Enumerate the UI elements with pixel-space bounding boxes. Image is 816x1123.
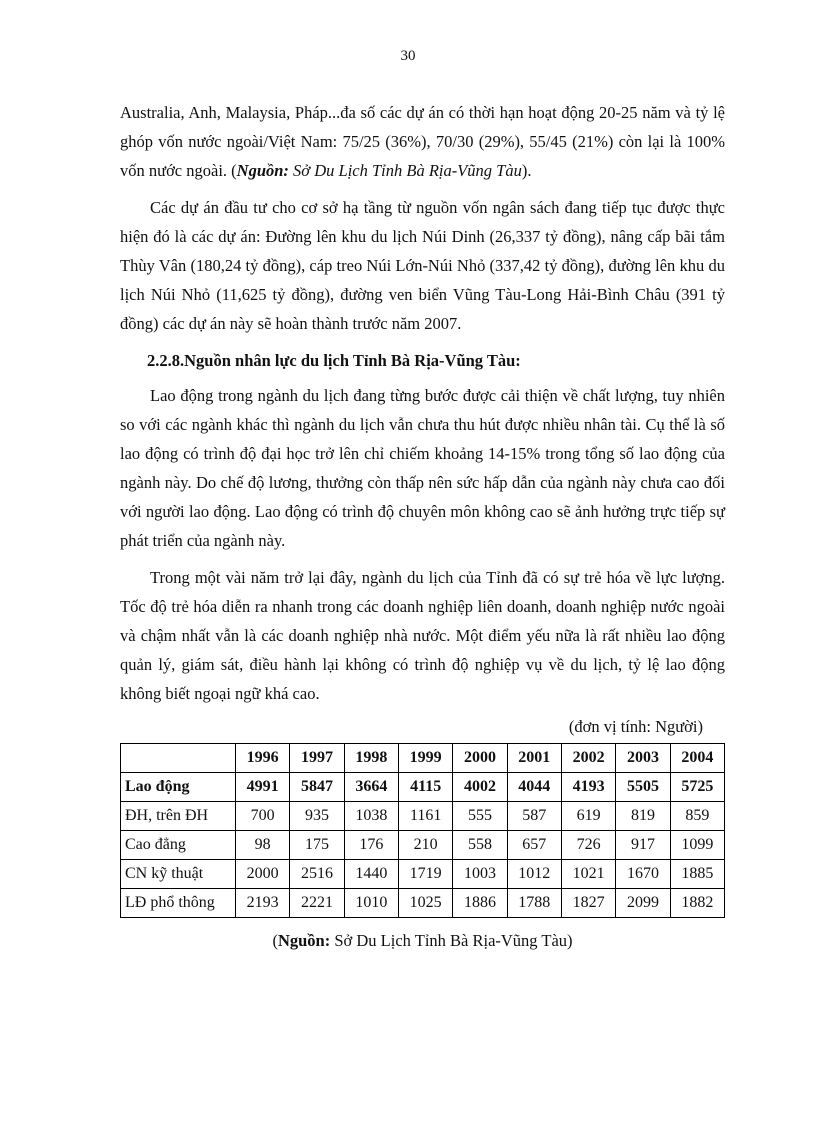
table-row-technical xyxy=(121,860,725,889)
section-heading: 2.2.8.Nguồn nhân lực du lịch Tỉnh Bà Rịa-Vũng Tàu: xyxy=(147,351,521,370)
row-label: ĐH, trên ĐH xyxy=(121,802,236,831)
document-body xyxy=(120,98,725,955)
table-cell: 2221 xyxy=(290,889,344,918)
year-header: 1997 xyxy=(290,744,344,773)
paragraph-text: Australia, Anh, Malaysia, Pháp...đa số các dự án có thời hạn hoạt động 20-25 năm và tỷ lệ ghóp vốn nước ngoài/Việt Nam: 75/25 (36%), 70/30 (29%), 55/45 (21%) còn lại là 100% vốn nước ngoài. ( xyxy=(120,103,725,180)
table-cell: 587 xyxy=(507,802,561,831)
table-cell: 5505 xyxy=(616,773,670,802)
table-cell: 176 xyxy=(344,831,398,860)
table-cell: 1012 xyxy=(507,860,561,889)
table-cell: 1719 xyxy=(398,860,452,889)
table-cell: 555 xyxy=(453,802,507,831)
row-label: Lao động xyxy=(121,773,236,802)
table-cell: 1670 xyxy=(616,860,670,889)
table-corner-cell xyxy=(121,744,236,773)
year-header: 1996 xyxy=(236,744,290,773)
paragraph-tail: ). xyxy=(521,161,532,180)
year-header: 1998 xyxy=(344,744,398,773)
table-cell: 1161 xyxy=(398,802,452,831)
year-header: 1999 xyxy=(398,744,452,773)
labor-table xyxy=(120,743,725,918)
year-header: 2000 xyxy=(453,744,507,773)
table-cell: 558 xyxy=(453,831,507,860)
year-header: 2002 xyxy=(561,744,615,773)
table-source-note xyxy=(120,926,725,955)
table-cell: 1003 xyxy=(453,860,507,889)
table-cell: 175 xyxy=(290,831,344,860)
table-cell: 726 xyxy=(561,831,615,860)
year-header: 2001 xyxy=(507,744,561,773)
paragraph-labor-quality: Lao động trong ngành du lịch đang từng bước được cải thiện về chất lượng, tuy nhiên so với các ngành khác thì ngành du lịch vẫn chưa thu hút được nhiều nhân tài. Cụ thể là số lao động có trình độ đại học trở lên chỉ chiếm khoảng 14-15% trong tổng số lao động của ngành này. Do chế độ lương, thưởng còn thấp nên sức hấp dẫn của ngành này chưa cao đối với người lao động. Lao động có trình độ chuyên môn không cao sẽ ảnh hưởng trực tiếp sự phát triển của ngành này. xyxy=(120,386,725,550)
table-source-label: Nguồn: xyxy=(277,931,331,950)
table-cell: 98 xyxy=(236,831,290,860)
row-label: Cao đẳng xyxy=(121,831,236,860)
table-row-university xyxy=(121,802,725,831)
table-cell: 1827 xyxy=(561,889,615,918)
table-cell: 1021 xyxy=(561,860,615,889)
table-cell: 917 xyxy=(616,831,670,860)
year-header: 2004 xyxy=(670,744,724,773)
table-cell: 4115 xyxy=(398,773,452,802)
table-cell: 935 xyxy=(290,802,344,831)
table-cell: 859 xyxy=(670,802,724,831)
table-cell: 210 xyxy=(398,831,452,860)
table-cell: 1099 xyxy=(670,831,724,860)
row-label: CN kỹ thuật xyxy=(121,860,236,889)
table-cell: 1788 xyxy=(507,889,561,918)
table-cell: 2000 xyxy=(236,860,290,889)
table-cell: 3664 xyxy=(344,773,398,802)
table-cell: 4193 xyxy=(561,773,615,802)
table-cell: 1885 xyxy=(670,860,724,889)
paragraph-infrastructure: Các dự án đầu tư cho cơ sở hạ tầng từ nguồn vốn ngân sách đang tiếp tục được thực hiện đó là các dự án: Đường lên khu du lịch Núi Dinh (26,337 tỷ đồng), nâng cấp bãi tắm Thùy Vân (180,24 tỷ đồng), cáp treo Núi Lớn-Núi Nhỏ (337,42 tỷ đồng), đường lên khu du lịch Núi Nhỏ (11,625 tỷ đồng), đường ven biển Vũng Tàu-Long Hải-Bình Châu (391 tỷ đồng) các dự án này sẽ hoàn thành trước năm 2007. xyxy=(120,198,725,333)
table-row-college xyxy=(121,831,725,860)
table-cell: 5725 xyxy=(670,773,724,802)
table-cell: 2099 xyxy=(616,889,670,918)
table-cell: 4002 xyxy=(453,773,507,802)
table-row-general-labor xyxy=(121,889,725,918)
paragraph-foreign-investment xyxy=(120,98,725,185)
table-cell: 5847 xyxy=(290,773,344,802)
table-cell: 2516 xyxy=(290,860,344,889)
table-cell: 4044 xyxy=(507,773,561,802)
paragraph-labor-rejuvenation: Trong một vài năm trở lại đây, ngành du lịch của Tỉnh đã có sự trẻ hóa về lực lượng. Tốc độ trẻ hóa diễn ra nhanh trong các doanh nghiệp liên doanh, doanh nghiệp nước ngoài và chậm nhất vẫn là các doanh nghiệp nhà nước. Một điểm yếu nữa là rất nhiều lao động quản lý, giám sát, điều hành lại không có trình độ nghiệp vụ về du lịch, tỷ lệ lao động không biết ngoại ngữ khá cao. xyxy=(120,568,725,703)
table-cell: 1038 xyxy=(344,802,398,831)
table-cell: 619 xyxy=(561,802,615,831)
table-row-total-labor xyxy=(121,773,725,802)
row-label: LĐ phổ thông xyxy=(121,889,236,918)
table-cell: 4991 xyxy=(236,773,290,802)
table-unit-note: (đơn vị tính: Người) xyxy=(568,717,703,736)
page-number: 30 xyxy=(400,48,416,64)
table-cell: 1886 xyxy=(453,889,507,918)
source-label: Nguồn: xyxy=(236,161,289,180)
table-cell: 700 xyxy=(236,802,290,831)
table-source-open: ( xyxy=(272,931,278,950)
table-cell: 1025 xyxy=(398,889,452,918)
table-header-row xyxy=(121,744,725,773)
year-header: 2003 xyxy=(616,744,670,773)
source-text: Sở Du Lịch Tỉnh Bà Rịa-Vũng Tàu xyxy=(288,161,522,180)
table-cell: 1882 xyxy=(670,889,724,918)
table-source-text: Sở Du Lịch Tỉnh Bà Rịa-Vũng Tàu) xyxy=(330,931,573,950)
table-cell: 657 xyxy=(507,831,561,860)
table-cell: 1010 xyxy=(344,889,398,918)
table-cell: 2193 xyxy=(236,889,290,918)
table-cell: 1440 xyxy=(344,860,398,889)
table-cell: 819 xyxy=(616,802,670,831)
